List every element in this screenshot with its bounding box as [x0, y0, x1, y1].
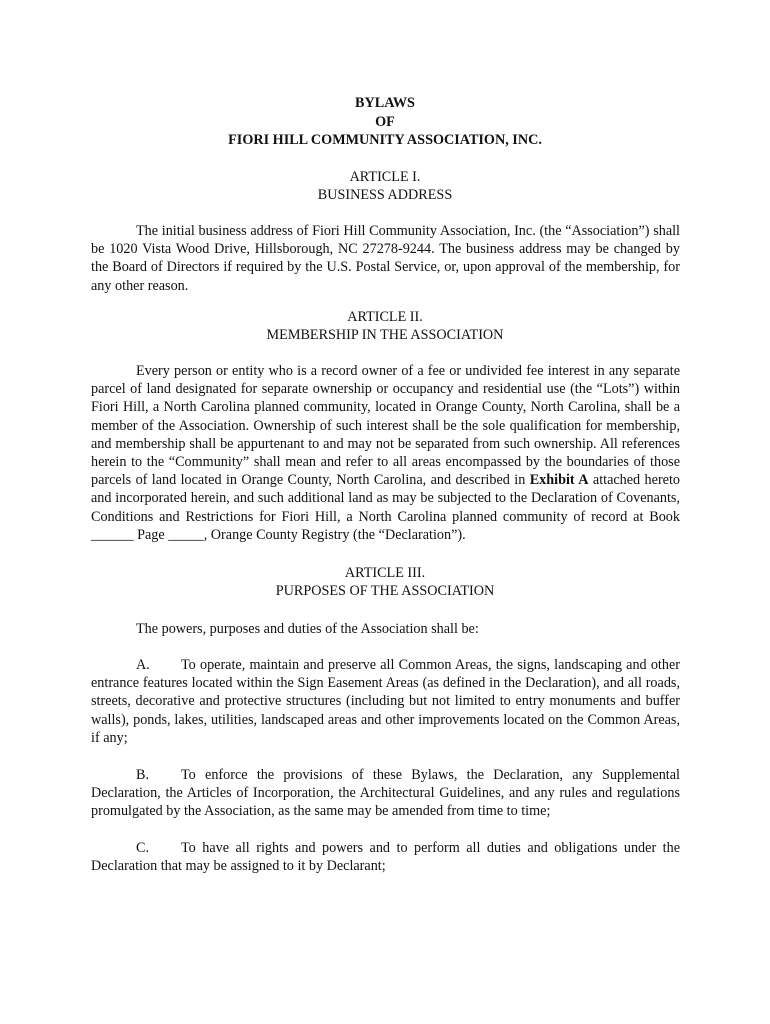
- purpose-item-c: [91, 839, 680, 875]
- article-2-heading: MEMBERSHIP IN THE ASSOCIATION: [266, 327, 504, 343]
- purpose-item-b: [91, 766, 680, 821]
- purpose-item-a: [91, 656, 680, 747]
- article-3-number: ARTICLE III.: [344, 565, 426, 581]
- purpose-item-c-letter: C.: [136, 840, 150, 856]
- purpose-item-a-text: To operate, maintain and preserve all Common Areas, the signs, landscaping and other entrance features located within the Sign Easement Areas (as defined in the Declaration), and all roads, streets, decorative and protective structures (including but not limited to entry monuments and buffer walls), ponds, lakes, utilities, landscaped areas and other improvements located on the Common Areas, if any;: [91, 657, 680, 746]
- title-of: OF: [375, 114, 395, 130]
- article-1-body: The initial business address of Fiori Hill Community Association, Inc. (the “Association”) shall be 1020 Vista Wood Drive, Hillsborough, NC 27278-9244. The business address may be changed by the Board of Directors if required by the U.S. Postal Service, or, upon approval of the membership, for any other reason.: [91, 223, 680, 294]
- exhibit-a-reference: Exhibit A: [529, 472, 589, 489]
- article-3-intro: The powers, purposes and duties of the Association shall be:: [136, 621, 479, 637]
- article-2-body-part1: Every person or entity who is a record owner of a fee or undivided fee interest in any separate parcel of land designated for separate ownership or occupancy and residential use (the “Lots”) within Fiori Hill, a North Carolina planned community, located in Orange County, North Carolina, shall be a member of the Association. Ownership of such interest shall be the sole qualification for membership, and membership shall be appurtenant to and may not be separated from such ownership. All references herein to the “Community” shall mean and refer to all areas encompassed by the boundaries of those parcels of land located in Orange County, North Carolina, and described in: [91, 363, 680, 489]
- title-association-name: FIORI HILL COMMUNITY ASSOCIATION, INC.: [228, 132, 542, 148]
- title-bylaws: BYLAWS: [355, 95, 415, 111]
- article-2-body-part2: attached hereto and incorporated herein, and such additional land as may be subjected to the Declaration of Covenants, Conditions and Restrictions for Fiori Hill, a North Carolina planned community of record at Book ______ Page _____, Orange County Registry (the “Declaration”).: [91, 472, 680, 543]
- article-1-number: ARTICLE I.: [349, 169, 421, 185]
- article-2-number: ARTICLE II.: [347, 309, 423, 325]
- purpose-item-a-letter: A.: [136, 657, 150, 673]
- purpose-item-b-letter: B.: [136, 767, 150, 783]
- purpose-item-c-text: To have all rights and powers and to perform all duties and obligations under the Declaration that may be assigned to it by Declarant;: [91, 840, 680, 875]
- article-1-heading: BUSINESS ADDRESS: [317, 187, 453, 203]
- article-2-body: [91, 362, 680, 544]
- purpose-item-b-text: To enforce the provisions of these Bylaws, the Declaration, any Supplemental Declaration, the Articles of Incorporation, the Architectural Guidelines, and any rules and regulations promulgated by the Association, as the same may be amended from time to time;: [91, 767, 680, 820]
- article-3-heading: PURPOSES OF THE ASSOCIATION: [275, 583, 495, 599]
